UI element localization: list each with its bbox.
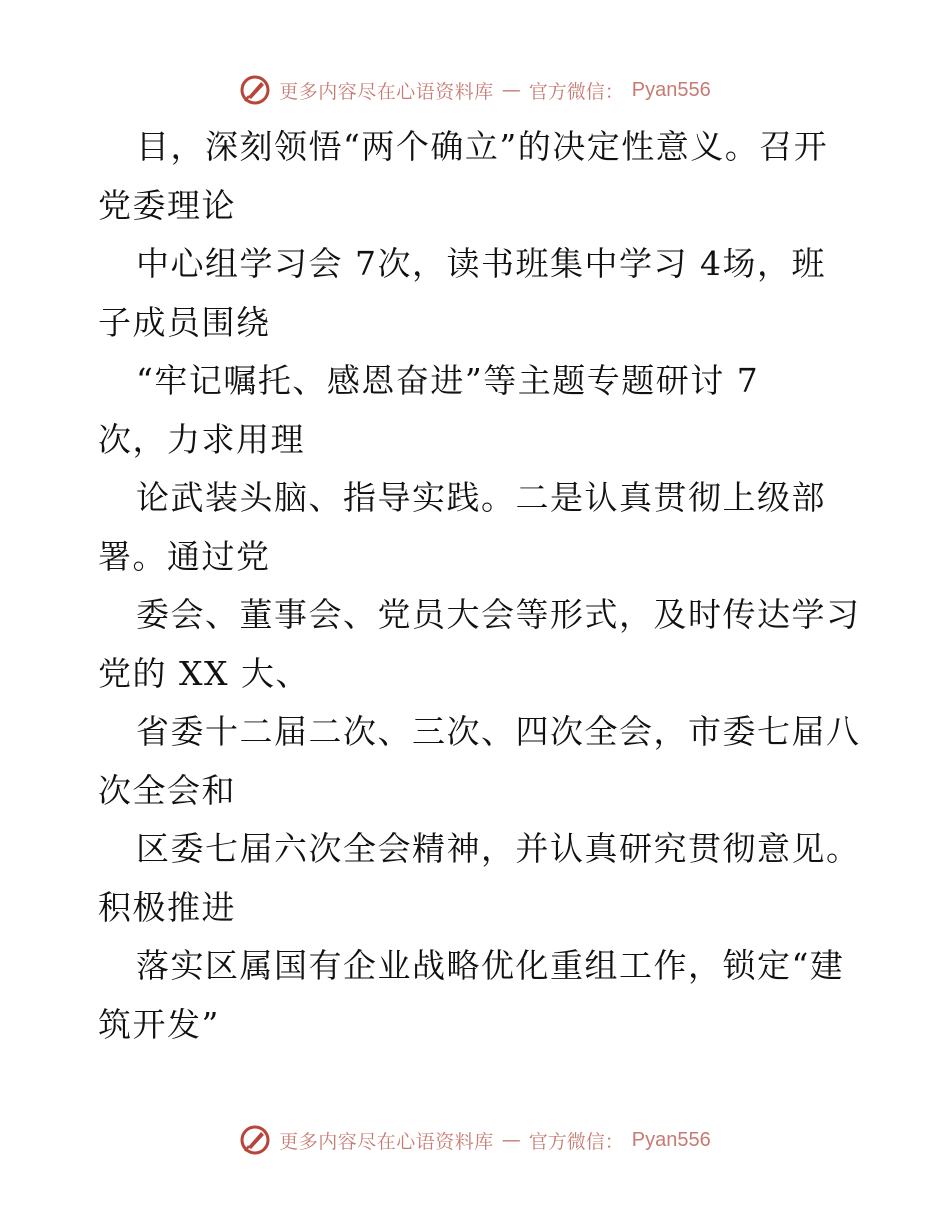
text-line: 目，深刻领悟“两个确立”的决定性意义。召开: [136, 127, 829, 166]
watermark-dash: —: [501, 1129, 521, 1151]
quill-pen-logo-icon: [239, 1124, 271, 1156]
text-line: 区委七届六次全会精神，并认真研究贯彻意见。: [136, 829, 861, 868]
watermark-text: 更多内容尽在心语资料库: [279, 80, 494, 103]
watermark-text: 更多内容尽在心语资料库: [279, 1130, 494, 1153]
watermark-wechat-label: 官方微信：: [528, 80, 624, 103]
text-line: 积极推进: [98, 887, 236, 927]
watermark-dash: —: [501, 79, 521, 101]
text-line: 党的 XX 大、: [98, 653, 310, 693]
text-line: 论武装头脑、指导实践。二是认真贯彻上级部: [136, 478, 826, 517]
text-line: 次全会和: [98, 770, 236, 810]
text-line: 落实区属国有企业战略优化重组工作，锁定“建: [136, 946, 845, 985]
text-line: 次，力求用理: [98, 419, 305, 459]
document-body: [98, 118, 861, 1054]
text-line: 子成员围绕: [98, 302, 271, 342]
text-line: 省委十二届二次、三次、四次全会，市委七届八: [136, 712, 861, 751]
quill-pen-logo-icon: [239, 74, 271, 106]
watermark-wechat-id: Pyan556: [631, 1128, 711, 1151]
text-line: 中心组学习会 7次，读书班集中学习 4场，班: [136, 244, 826, 283]
text-line: “牢记嘱托、感恩奋进”等主题专题研讨 7: [136, 361, 760, 400]
watermark-wechat-id: Pyan556: [631, 78, 711, 101]
text-line: 署。通过党: [98, 536, 271, 576]
text-line: 筑开发”: [98, 1004, 220, 1044]
footer-watermark: [0, 1120, 950, 1160]
watermark-wechat-label: 官方微信：: [528, 1130, 624, 1153]
text-line: 委会、董事会、党员大会等形式，及时传达学习: [136, 595, 861, 634]
header-watermark: [0, 70, 950, 110]
text-line: 党委理论: [98, 185, 236, 225]
